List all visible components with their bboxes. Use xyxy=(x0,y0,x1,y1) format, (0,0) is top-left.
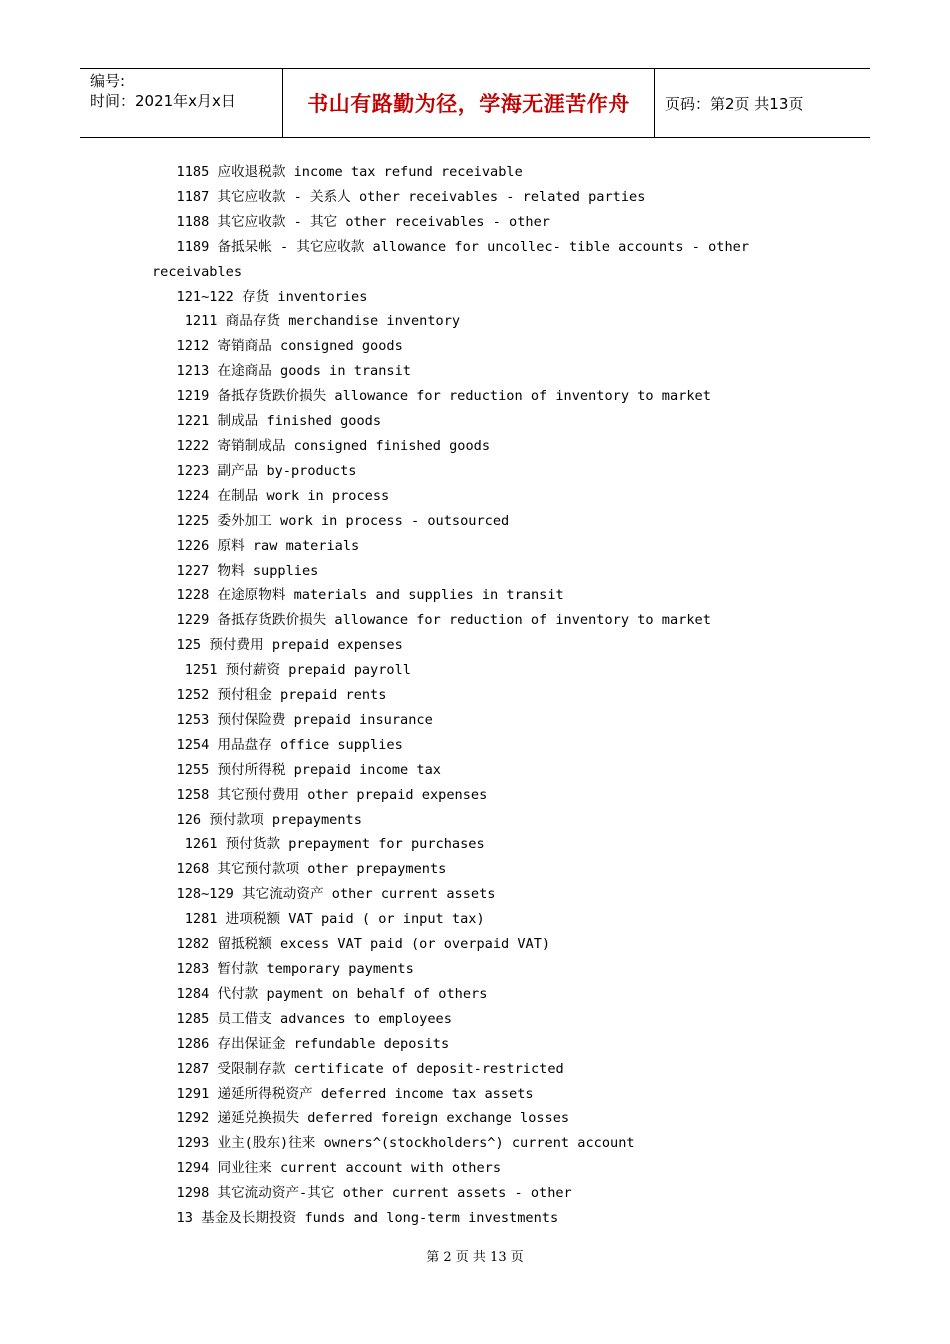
account-line: 1211 商品存货 merchandise inventory xyxy=(152,313,461,330)
account-line: 1284 代付款 payment on behalf of others xyxy=(152,985,488,1002)
account-line: 1189 备抵呆帐 - 其它应收款 allowance for uncollec- tible accounts - other xyxy=(152,238,750,255)
header-left-cell xyxy=(80,69,282,137)
account-line: 1229 备抵存货跌价损失 allowance for reduction of inventory to market xyxy=(152,612,711,629)
account-line: 1298 其它流动资产-其它 other current assets - other xyxy=(152,1185,572,1202)
time-label: 时间：2021年x月x日 xyxy=(90,92,236,110)
account-line: 1221 制成品 finished goods xyxy=(152,413,382,430)
account-line: 1283 暂付款 temporary payments xyxy=(152,961,414,977)
account-line: 125 预付费用 prepaid expenses xyxy=(152,637,403,654)
account-line: 1219 备抵存货跌价损失 allowance for reduction of inventory to market xyxy=(152,388,711,405)
account-line: 1225 委外加工 work in process - outsourced xyxy=(152,512,510,529)
account-line: 1212 寄销商品 consigned goods xyxy=(152,338,403,355)
document-body xyxy=(152,160,792,1231)
account-line: 1282 留抵税额 excess VAT paid (or overpaid VAT) xyxy=(152,936,551,953)
motto: 书山有路勤为径，学海无涯苦作舟 xyxy=(282,69,655,137)
account-line: 1285 员工借支 advances to employees xyxy=(152,1010,452,1027)
account-line: 1258 其它预付费用 other prepaid expenses xyxy=(152,786,488,803)
account-line: 1251 预付薪资 prepaid payroll xyxy=(152,662,411,679)
number-label: 编号: xyxy=(90,72,126,90)
account-line: 1268 其它预付款项 other prepayments xyxy=(152,861,447,878)
account-line: 1287 受限制存款 certificate of deposit-restricted xyxy=(152,1060,564,1077)
account-line: 1226 原料 raw materials xyxy=(152,537,360,554)
account-line: 1188 其它应收款 - 其它 other receivables - other xyxy=(152,213,550,230)
account-line: 1255 预付所得税 prepaid income tax xyxy=(152,761,441,778)
account-line: 1222 寄销制成品 consigned finished goods xyxy=(152,437,491,454)
account-line: 1294 同业往来 current account with others xyxy=(152,1160,502,1177)
account-line: 1254 用品盘存 office supplies xyxy=(152,736,403,753)
account-line: 1187 其它应收款 - 关系人 other receivables - related parties xyxy=(152,188,646,205)
account-line: 1291 递延所得税资产 deferred income tax assets xyxy=(152,1085,534,1102)
account-line: 1281 进项税额 VAT paid ( or input tax) xyxy=(152,911,485,928)
account-line: 1292 递延兑换损失 deferred foreign exchange losses xyxy=(152,1110,570,1127)
page-info: 页码：第2页 共13页 xyxy=(665,94,804,113)
page-header xyxy=(80,68,870,138)
account-line: 1227 物料 supplies xyxy=(152,562,319,579)
account-line: 1252 预付租金 prepaid rents xyxy=(152,687,387,704)
account-line: 1213 在途商品 goods in transit xyxy=(152,363,411,380)
account-line: 128~129 其它流动资产 other current assets xyxy=(152,886,496,903)
account-line: 121~122 存货 inventories xyxy=(152,288,368,305)
account-line: 1261 预付货款 prepayment for purchases xyxy=(152,836,485,853)
account-line: 126 预付款项 prepayments xyxy=(152,811,362,828)
account-line: 1293 业主(股东)往来 owners^(stockholders^) current account xyxy=(152,1135,635,1152)
account-line: 1228 在途原物料 materials and supplies in transit xyxy=(152,587,564,604)
account-line: 1253 预付保险费 prepaid insurance xyxy=(152,711,433,728)
account-line: receivables xyxy=(152,263,243,280)
account-line: 1185 应收退税款 income tax refund receivable xyxy=(152,164,523,180)
account-line: 13 基金及长期投资 funds and long-term investments xyxy=(152,1210,559,1227)
account-line: 1224 在制品 work in process xyxy=(152,487,390,504)
account-line: 1286 存出保证金 refundable deposits xyxy=(152,1035,450,1052)
page-footer: 第 2 页 共 13 页 xyxy=(426,1250,524,1265)
account-line: 1223 副产品 by-products xyxy=(152,462,357,479)
